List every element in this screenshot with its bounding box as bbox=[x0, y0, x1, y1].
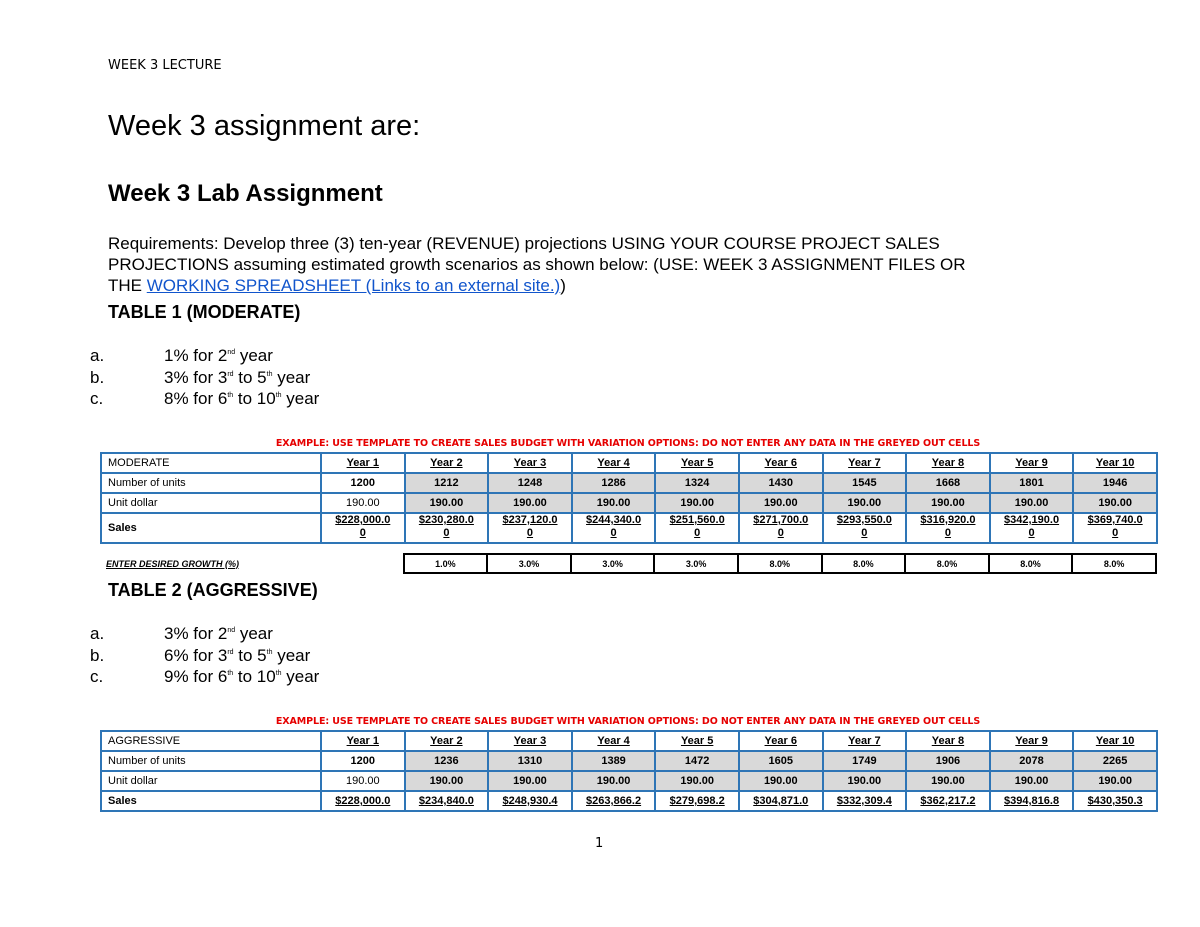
growth-input-table bbox=[100, 553, 1157, 574]
sales-cell: $234,840.0 bbox=[405, 791, 489, 811]
units-cell: 1324 bbox=[655, 473, 739, 493]
units-cell: 2265 bbox=[1073, 751, 1157, 771]
list-letter: b. bbox=[90, 367, 105, 387]
sales-cell: $271,700.0 0 bbox=[739, 513, 823, 543]
units-cell: 1668 bbox=[906, 473, 990, 493]
unit-dollar-cell: 190.00 bbox=[572, 493, 656, 513]
sales-cell: $228,000.0 0 bbox=[321, 513, 405, 543]
table1-spreadsheet bbox=[100, 452, 1158, 544]
row-label: Sales bbox=[101, 791, 321, 811]
sales-cell: $362,217.2 bbox=[906, 791, 990, 811]
units-cell: 1946 bbox=[1073, 473, 1157, 493]
table2-spreadsheet bbox=[100, 730, 1158, 812]
units-cell: 1310 bbox=[488, 751, 572, 771]
growth-input-cell[interactable]: 8.0% bbox=[822, 554, 906, 573]
units-cell: 1389 bbox=[572, 751, 656, 771]
sales-cell: $248,930.4 bbox=[488, 791, 572, 811]
row-label: Number of units bbox=[101, 751, 321, 771]
year-header: Year 1 bbox=[321, 731, 405, 751]
growth-input-cell[interactable]: 3.0% bbox=[571, 554, 655, 573]
table-row bbox=[101, 731, 1157, 751]
page-header: WEEK 3 LECTURE bbox=[108, 58, 222, 73]
sales-cell: $304,871.0 bbox=[739, 791, 823, 811]
table-row bbox=[101, 751, 1157, 771]
units-cell: 1212 bbox=[405, 473, 489, 493]
year-header: Year 3 bbox=[488, 453, 572, 473]
growth-input-cell[interactable]: 8.0% bbox=[1072, 554, 1156, 573]
requirements-prefix: THE bbox=[108, 276, 147, 295]
unit-dollar-cell: 190.00 bbox=[823, 771, 907, 791]
table1-example-note: EXAMPLE: USE TEMPLATE TO CREATE SALES BUDGET WITH VARIATION OPTIONS: DO NOT ENTER ANY DATA IN THE GREYED OUT CELLS bbox=[275, 438, 981, 449]
list-text: 9% for 6th to 10th year bbox=[164, 667, 320, 686]
row-label: Unit dollar bbox=[101, 771, 321, 791]
unit-dollar-cell: 190.00 bbox=[655, 771, 739, 791]
year-header: Year 7 bbox=[823, 453, 907, 473]
growth-label: ENTER DESIRED GROWTH (%) bbox=[106, 558, 240, 569]
year-header: Year 5 bbox=[655, 731, 739, 751]
units-cell: 1472 bbox=[655, 751, 739, 771]
table-row bbox=[101, 453, 1157, 473]
year-header: Year 8 bbox=[906, 453, 990, 473]
table2-example-note: EXAMPLE: USE TEMPLATE TO CREATE SALES BUDGET WITH VARIATION OPTIONS: DO NOT ENTER ANY DATA IN THE GREYED OUT CELLS bbox=[275, 716, 981, 727]
table-row bbox=[101, 771, 1157, 791]
row-label: Unit dollar bbox=[101, 493, 321, 513]
units-cell: 1248 bbox=[488, 473, 572, 493]
sales-cell: $293,550.0 0 bbox=[823, 513, 907, 543]
list-text: 3% for 3rd to 5th year bbox=[164, 367, 311, 387]
units-cell: 1430 bbox=[739, 473, 823, 493]
unit-dollar-cell: 190.00 bbox=[739, 493, 823, 513]
list-letter: a. bbox=[90, 624, 105, 643]
list-letter: a. bbox=[90, 346, 105, 365]
unit-dollar-cell: 190.00 bbox=[1073, 771, 1157, 791]
sales-cell: $230,280.0 0 bbox=[405, 513, 489, 543]
growth-input-cell[interactable]: 8.0% bbox=[738, 554, 822, 573]
table1-title: TABLE 1 (MODERATE) bbox=[108, 302, 301, 322]
table-row bbox=[100, 554, 1156, 573]
year-header: Year 10 bbox=[1073, 453, 1157, 473]
unit-dollar-cell: 190.00 bbox=[1073, 493, 1157, 513]
unit-dollar-cell: 190.00 bbox=[823, 493, 907, 513]
table-row bbox=[101, 513, 1157, 543]
list-letter: b. bbox=[90, 645, 105, 665]
year-header: Year 8 bbox=[906, 731, 990, 751]
growth-input-cell[interactable]: 8.0% bbox=[989, 554, 1073, 573]
list-text: 1% for 2nd year bbox=[164, 346, 273, 365]
sales-cell: $430,350.3 bbox=[1073, 791, 1157, 811]
growth-input-cell[interactable]: 3.0% bbox=[654, 554, 738, 573]
unit-dollar-cell: 190.00 bbox=[405, 493, 489, 513]
units-cell: 1236 bbox=[405, 751, 489, 771]
units-cell: 2078 bbox=[990, 751, 1074, 771]
assignment-heading: Week 3 assignment are: bbox=[108, 110, 421, 142]
page-number: 1 bbox=[595, 836, 604, 851]
table-row bbox=[101, 791, 1157, 811]
requirements-suffix: ) bbox=[560, 276, 566, 295]
unit-dollar-cell[interactable]: 190.00 bbox=[321, 493, 405, 513]
table2-title: TABLE 2 (AGGRESSIVE) bbox=[108, 580, 318, 600]
list-letter: c. bbox=[90, 667, 104, 686]
growth-input-cell[interactable]: 8.0% bbox=[905, 554, 989, 573]
list-letter: c. bbox=[90, 389, 104, 408]
requirements-text bbox=[108, 233, 1068, 296]
year-header: Year 5 bbox=[655, 453, 739, 473]
sales-cell: $369,740.0 0 bbox=[1073, 513, 1157, 543]
units-cell: 1605 bbox=[739, 751, 823, 771]
year-header: Year 6 bbox=[739, 731, 823, 751]
table-row bbox=[101, 473, 1157, 493]
year-header: Year 10 bbox=[1073, 731, 1157, 751]
unit-dollar-cell[interactable]: 190.00 bbox=[321, 771, 405, 791]
growth-input-cell[interactable]: 1.0% bbox=[404, 554, 488, 573]
sales-cell: $332,309.4 bbox=[823, 791, 907, 811]
unit-dollar-cell: 190.00 bbox=[739, 771, 823, 791]
requirements-line-3 bbox=[108, 275, 1068, 296]
row-label: Sales bbox=[101, 513, 321, 543]
year-header: Year 2 bbox=[405, 453, 489, 473]
sales-cell: $394,816.8 bbox=[990, 791, 1074, 811]
unit-dollar-cell: 190.00 bbox=[906, 493, 990, 513]
sales-cell: $237,120.0 0 bbox=[488, 513, 572, 543]
unit-dollar-cell: 190.00 bbox=[488, 771, 572, 791]
unit-dollar-cell: 190.00 bbox=[405, 771, 489, 791]
units-cell: 1906 bbox=[906, 751, 990, 771]
growth-input-cell[interactable]: 3.0% bbox=[487, 554, 571, 573]
sales-cell: $279,698.2 bbox=[655, 791, 739, 811]
year-header: Year 9 bbox=[990, 731, 1074, 751]
sales-cell: $316,920.0 0 bbox=[906, 513, 990, 543]
requirements-line-2: PROJECTIONS assuming estimated growth scenarios as shown below: (USE: WEEK 3 ASSIGNMENT FILES OR bbox=[108, 255, 966, 274]
list-text: 3% for 2nd year bbox=[164, 624, 273, 643]
table-label: AGGRESSIVE bbox=[101, 731, 321, 751]
unit-dollar-cell: 190.00 bbox=[906, 771, 990, 791]
year-header: Year 1 bbox=[321, 453, 405, 473]
sales-cell: $263,866.2 bbox=[572, 791, 656, 811]
units-cell[interactable]: 1200 bbox=[321, 473, 405, 493]
row-label: Number of units bbox=[101, 473, 321, 493]
units-cell: 1545 bbox=[823, 473, 907, 493]
year-header: Year 7 bbox=[823, 731, 907, 751]
unit-dollar-cell: 190.00 bbox=[655, 493, 739, 513]
table-row bbox=[101, 493, 1157, 513]
sales-cell: $244,340.0 0 bbox=[572, 513, 656, 543]
year-header: Year 3 bbox=[488, 731, 572, 751]
year-header: Year 6 bbox=[739, 453, 823, 473]
list-text: 8% for 6th to 10th year bbox=[164, 389, 320, 408]
unit-dollar-cell: 190.00 bbox=[990, 771, 1074, 791]
lab-title: Week 3 Lab Assignment bbox=[108, 180, 383, 207]
sales-cell: $342,190.0 0 bbox=[990, 513, 1074, 543]
unit-dollar-cell: 190.00 bbox=[572, 771, 656, 791]
unit-dollar-cell: 190.00 bbox=[990, 493, 1074, 513]
table-label: MODERATE bbox=[101, 453, 321, 473]
unit-dollar-cell: 190.00 bbox=[488, 493, 572, 513]
units-cell: 1801 bbox=[990, 473, 1074, 493]
sales-cell: $251,560.0 0 bbox=[655, 513, 739, 543]
working-spreadsheet-link[interactable]: WORKING SPREADSHEET (Links to an external site.) bbox=[146, 276, 561, 295]
year-header: Year 9 bbox=[990, 453, 1074, 473]
list-text: 6% for 3rd to 5th year bbox=[164, 645, 311, 665]
units-cell: 1286 bbox=[572, 473, 656, 493]
year-header: Year 4 bbox=[572, 731, 656, 751]
units-cell[interactable]: 1200 bbox=[321, 751, 405, 771]
sales-cell: $228,000.0 bbox=[321, 791, 405, 811]
units-cell: 1749 bbox=[823, 751, 907, 771]
requirements-line-1: Requirements: Develop three (3) ten-year (REVENUE) projections USING YOUR COURSE PROJECT SALES bbox=[108, 234, 940, 253]
year-header: Year 4 bbox=[572, 453, 656, 473]
year-header: Year 2 bbox=[405, 731, 489, 751]
